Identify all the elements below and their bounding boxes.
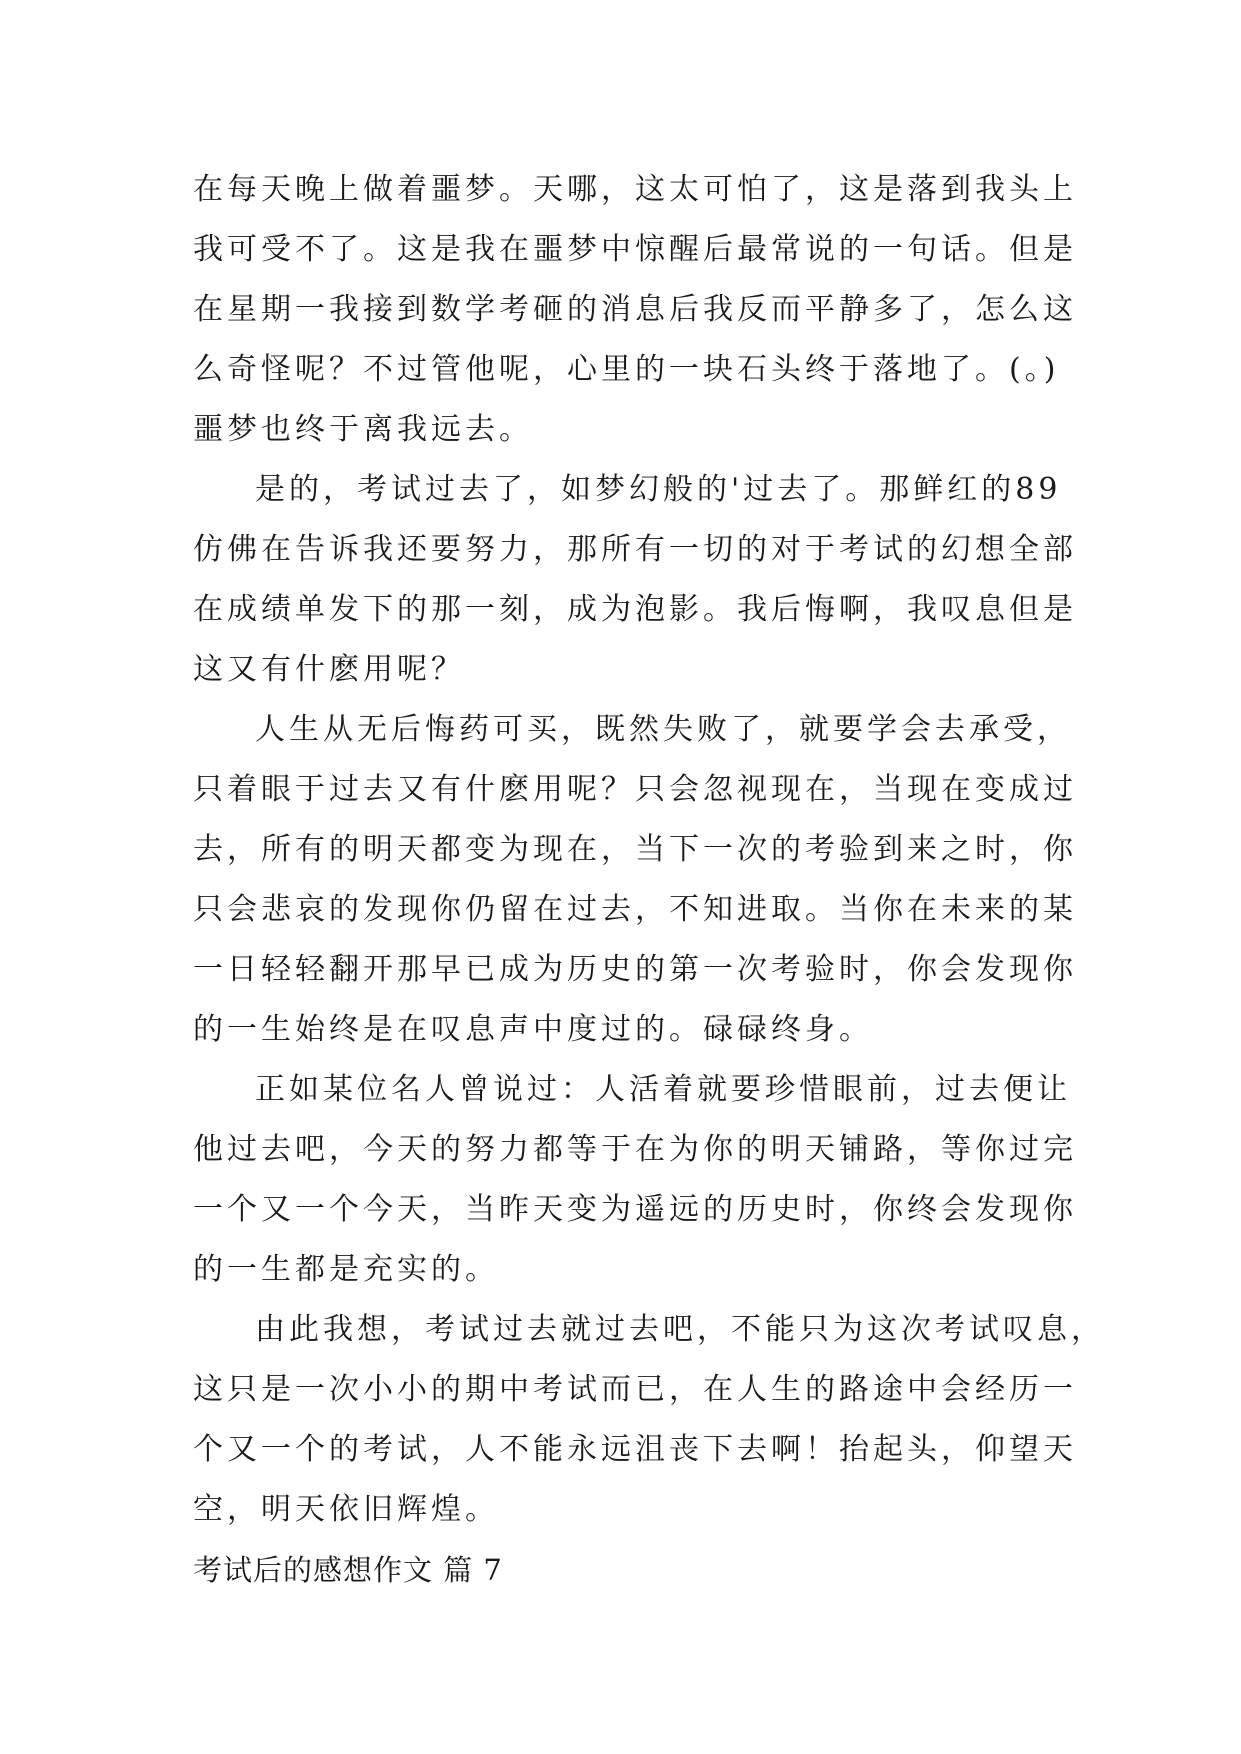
paragraph-line: 在星期一我接到数学考砸的消息后我反而平静多了，怎么这 xyxy=(193,292,1077,327)
paragraph-line: 么奇怪呢？不过管他呢，心里的一块石头终于落地了。(。) xyxy=(193,352,1060,387)
section-heading: 考试后的感想作文 篇 7 xyxy=(193,1553,503,1587)
paragraph-line: 一日轻轻翻开那早已成为历史的第一次考验时，你会发现你 xyxy=(193,952,1077,987)
document-page xyxy=(193,160,1105,1600)
paragraph-line: 我可受不了。这是我在噩梦中惊醒后最常说的一句话。但是 xyxy=(193,232,1077,267)
paragraph-line: 噩梦也终于离我远去。 xyxy=(193,412,533,447)
paragraph-line: 一个又一个今天，当昨天变为遥远的历史时，你终会发现你 xyxy=(193,1192,1077,1227)
paragraph-line: 由此我想，考试过去就过去吧，不能只为这次考试叹息， xyxy=(255,1312,1105,1347)
paragraph xyxy=(193,700,1077,1060)
paragraph-line: 去，所有的明天都变为现在，当下一次的考验到来之时，你 xyxy=(193,832,1077,867)
paragraph-line: 空，明天依旧辉煌。 xyxy=(193,1492,499,1527)
paragraph-line: 的一生始终是在叹息声中度过的。碌碌终身。 xyxy=(193,1012,873,1047)
paragraph xyxy=(193,160,1077,460)
paragraph-line: 只会悲哀的发现你仍留在过去，不知进取。当你在未来的某 xyxy=(193,892,1077,927)
paragraph-line: 在成绩单发下的那一刻，成为泡影。我后悔啊，我叹息但是 xyxy=(193,592,1077,627)
paragraph-line: 人生从无后悔药可买，既然失败了，就要学会去承受， xyxy=(255,712,1071,747)
paragraph xyxy=(193,1300,1105,1540)
paragraph-line: 只着眼于过去又有什麽用呢？只会忽视现在，当现在变成过 xyxy=(193,772,1077,807)
paragraph-line: 他过去吧，今天的努力都等于在为你的明天铺路，等你过完 xyxy=(193,1132,1077,1167)
paragraph xyxy=(193,460,1077,700)
paragraph-line: 这又有什麽用呢？ xyxy=(193,652,465,687)
paragraph-line: 个又一个的考试，人不能永远沮丧下去啊！抬起头，仰望天 xyxy=(193,1432,1077,1467)
paragraph-line: 正如某位名人曾说过：人活着就要珍惜眼前，过去便让 xyxy=(255,1072,1071,1107)
document-body xyxy=(193,160,1105,1540)
paragraph-line: 的一生都是充实的。 xyxy=(193,1252,499,1287)
paragraph-line: 是的，考试过去了，如梦幻般的'过去了。那鲜红的89 xyxy=(255,472,1062,507)
paragraph xyxy=(193,1060,1077,1300)
paragraph-line: 在每天晚上做着噩梦。天哪，这太可怕了，这是落到我头上 xyxy=(193,172,1077,207)
paragraph-line: 仿佛在告诉我还要努力，那所有一切的对于考试的幻想全部 xyxy=(193,532,1077,567)
paragraph-line: 这只是一次小小的期中考试而已，在人生的路途中会经历一 xyxy=(193,1372,1077,1407)
